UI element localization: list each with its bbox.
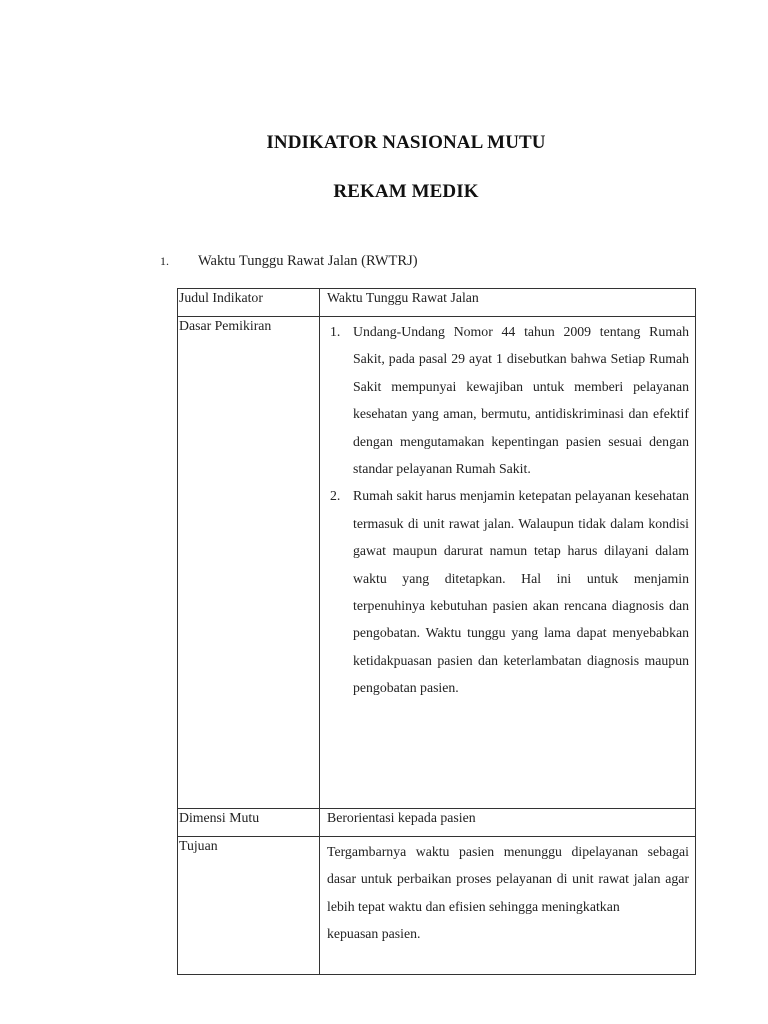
row-label-judul: Judul Indikator [178, 289, 320, 317]
row-label-dasar: Dasar Pemikiran [178, 317, 320, 809]
item-heading-text: Waktu Tunggu Rawat Jalan (RWTRJ) [198, 253, 418, 269]
document-title: INDIKATOR NASIONAL MUTU [266, 132, 546, 153]
list-item-number: 2. [330, 488, 341, 504]
tujuan-main: Tergambarnya waktu pasien menunggu dipelayanan sebagai dasar untuk perbaikan proses pelayanan di unit rawat jalan agar lebih tepat waktu dan efisien sehingga meningkatkan [327, 844, 689, 914]
tujuan-last: kepuasan pasien. [327, 926, 421, 942]
table-row [178, 289, 696, 317]
table-row [178, 837, 696, 975]
tujuan-text [327, 838, 689, 948]
list-item-number: 1. [330, 324, 341, 339]
list-item-text: Rumah sakit harus menjamin ketepatan pelayanan kesehatan termasuk di unit rawat jalan. Walaupun tidak dalam kondisi gawat maupun darurat namun tetap harus dilayani dalam waktu yang ditetapkan. Hal ini untuk menjamin terpenuhinya kebutuhan pasien akan rencana diagnosis dan pengobatan. Waktu tunggu yang lama dapat menyebabkan ketidakpuasan pasien dan keterlambatan diagnosis maupun pengobatan pasien. [353, 488, 689, 696]
list-item [327, 318, 689, 482]
item-number: 1. [160, 254, 169, 268]
table-row [178, 317, 696, 809]
row-value-tujuan [320, 837, 696, 975]
indicator-table [177, 288, 696, 975]
row-value-dimensi: Berorientasi kepada pasien [320, 809, 696, 837]
reasons-list [327, 318, 689, 702]
row-value-judul: Waktu Tunggu Rawat Jalan [320, 289, 696, 317]
list-item [327, 482, 689, 701]
list-item-text: Undang-Undang Nomor 44 tahun 2009 tentang Rumah Sakit, pada pasal 29 ayat 1 disebutkan bahwa Setiap Rumah Sakit mempunyai kewajiban untuk memberi pelayanan kesehatan yang aman, bermutu, antidiskriminasi dan efektif dengan mengutamakan kepentingan pasien sesuai dengan standar pelayanan Rumah Sakit. [353, 324, 689, 477]
item-heading [160, 253, 418, 270]
row-label-tujuan: Tujuan [178, 837, 320, 975]
row-label-dimensi: Dimensi Mutu [178, 809, 320, 837]
document-subtitle: REKAM MEDIK [333, 181, 479, 202]
row-value-dasar [320, 317, 696, 809]
table-row [178, 809, 696, 837]
